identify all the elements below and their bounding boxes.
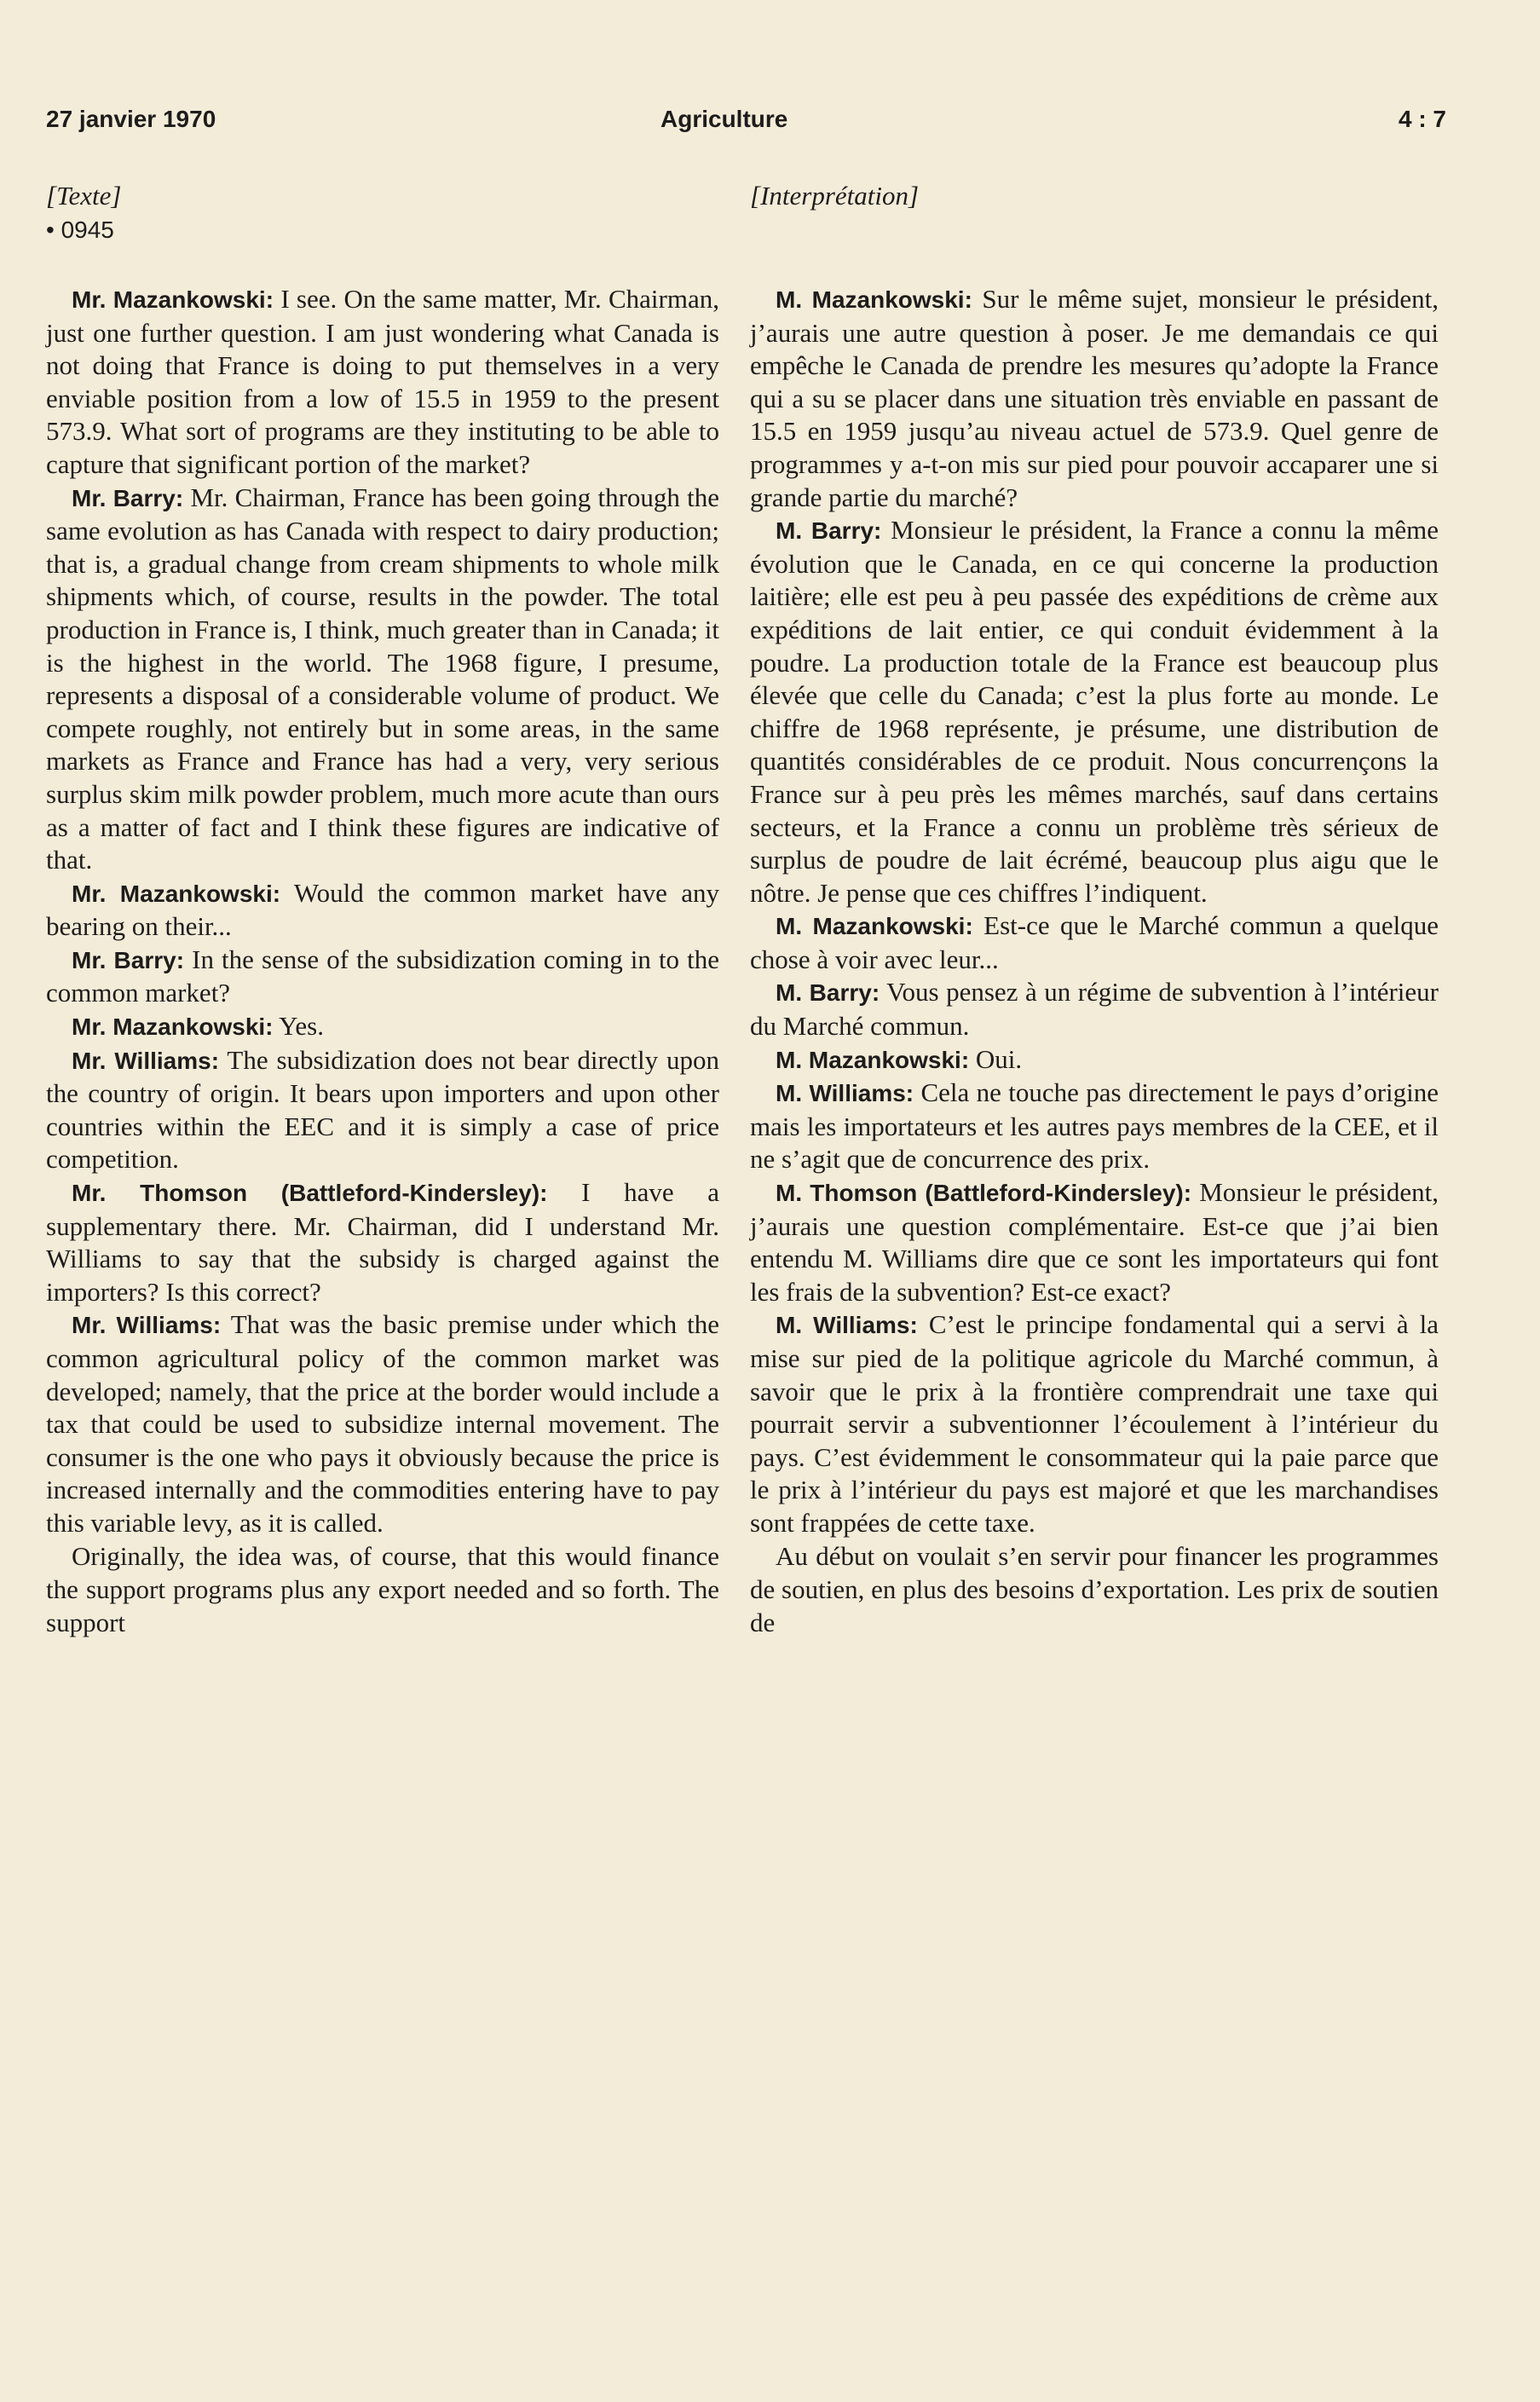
interpretation-tag: [Interprétation] — [750, 181, 920, 211]
paragraph — [46, 944, 719, 1010]
paragraph — [46, 1540, 719, 1640]
paragraph — [750, 1043, 1439, 1077]
paragraph-text: I see. On the same matter, Mr. Chairman, just one further question. I am just wondering what Canada is not doing that France is doing to put themselves in a very enviable position from a low of 15.5 in 1959 to the present 573.9. What sort of programs are they instituting to be able to capture that significant portion of the market? — [46, 284, 719, 479]
paragraph-text: Au début on voulait s’en servir pour financer les programmes de soutien, en plus des besoins d’exportation. Les prix de soutien de — [750, 1540, 1439, 1637]
paragraph-text: Est-ce que le Marché commun a quelque chose à voir avec leur... — [750, 910, 1439, 974]
paragraph-text: Yes. — [279, 1011, 324, 1042]
paragraph-text: Would the common market have any bearing on their... — [46, 877, 719, 942]
paragraph-text: The subsidization does not bear directly upon the country of origin. It bears upon importers and upon other countries within the EEC and it is simply a case of price competition. — [46, 1044, 719, 1175]
paragraph-text: Oui. — [975, 1043, 1023, 1074]
paragraph — [46, 1176, 719, 1308]
speaker-name: Mr. Williams: — [72, 1047, 220, 1074]
paragraph — [750, 976, 1439, 1042]
speaker-name: M. Williams: — [776, 1080, 914, 1107]
speaker-name: M. Barry: — [776, 517, 882, 545]
paragraph-text: Monsieur le président, j’aurais une question complémentaire. Est-ce que j’ai bien entendu M. Williams dire que ce sont les importateurs qui font les frais de la subvention? Est-ce exact? — [750, 1177, 1439, 1307]
speaker-name: Mr. Thomson (Battleford-Kindersley): — [72, 1180, 548, 1207]
paragraph — [750, 1308, 1439, 1539]
speaker-name: M. Barry: — [776, 979, 880, 1007]
paragraph — [46, 1044, 719, 1176]
french-column — [750, 179, 1439, 1639]
speaker-name: M. Mazankowski: — [776, 913, 973, 940]
text-tag: [Texte] — [46, 181, 122, 211]
speaker-name: M. Mazankowski: — [776, 286, 972, 313]
speaker-name: M. Thomson (Battleford-Kindersley): — [776, 1180, 1192, 1207]
paragraph-text: I have a supplementary there. Mr. Chairman, did I understand Mr. Williams to say that the subsidy is charged against the importers? Is this correct? — [46, 1177, 719, 1307]
speaker-name: Mr. Mazankowski: — [72, 1013, 274, 1041]
paragraph-text: Vous pensez à un régime de subvention à l’intérieur du Marché commun. — [750, 977, 1439, 1042]
paragraph-text: Cela ne touche pas directement le pays d’origine mais les importateurs et les autres pays membres de la CEE, et il ne s’agit que de concurrence des prix. — [750, 1077, 1439, 1175]
timestamp: • 0945 — [46, 217, 114, 243]
header-title: Agriculture — [660, 106, 788, 132]
speaker-name: Mr. Mazankowski: — [72, 286, 274, 313]
english-column — [46, 179, 719, 1639]
paragraph — [750, 1077, 1439, 1176]
paragraph — [750, 909, 1439, 976]
paragraph — [750, 283, 1439, 514]
paragraph — [46, 1308, 719, 1539]
paragraph — [46, 877, 719, 944]
paragraph — [46, 1010, 719, 1044]
paragraph-text: Sur le même sujet, monsieur le président, j’aurais une autre question à poser. Je me demandais ce qui empêche le Canada de prendre les mesures qu’adopte la France qui a su se placer dans une situation très enviable en passant de 15.5 en 1959 jusqu’au niveau actuel de 573.9. Quel genre de programmes y a-t-on mis sur pied pour pouvoir accaparer une si grande partie du marché? — [750, 284, 1439, 512]
paragraph — [46, 283, 719, 482]
paragraph-text: Originally, the idea was, of course, that this would finance the support programs plus any export needed and so forth. The support — [46, 1540, 719, 1637]
speaker-name: M. Mazankowski: — [776, 1046, 970, 1073]
paragraph-text: In the sense of the subsidization coming in to the common market? — [46, 944, 720, 1008]
paragraph — [750, 1176, 1439, 1308]
paragraph-text: Mr. Chairman, France has been going through the same evolution as has Canada with respect to dairy production; that is, a gradual change from cream shipments to whole milk shipments which, of course, results in the powder. The total production in France is, I think, much greater than in Canada; it is the highest in the world. The 1968 figure, I presume, represents a disposal of a considerable volume of product. We compete roughly, not entirely but in some areas, in the same markets as France and France has had a very, very serious surplus skim milk powder problem, much more acute than ours as a matter of fact and I think these figures are indicative of that. — [46, 482, 720, 875]
header-date: 27 janvier 1970 — [46, 106, 216, 132]
speaker-name: Mr. Barry: — [72, 946, 185, 973]
speaker-name: Mr. Mazankowski: — [72, 880, 281, 907]
speaker-name: M. Williams: — [776, 1312, 918, 1339]
page-header — [0, 106, 1540, 148]
paragraph-text: That was the basic premise under which the common agricultural policy of the common market was developed; namely, that the price at the border would include a tax that could be used to subsidize internal movement. The consumer is the one who pays it obviously because the price is increased internally and the commodities entering have to pay this variable levy, as it is called. — [46, 1309, 719, 1538]
paragraph — [46, 482, 719, 877]
paragraph — [750, 1540, 1439, 1640]
speaker-name: Mr. Barry: — [72, 484, 184, 511]
paragraph — [750, 514, 1439, 909]
speaker-name: Mr. Williams: — [72, 1312, 222, 1339]
paragraph-text: C’est le principe fondamental qui a servi à la mise sur pied de la politique agricole du Marché commun, à savoir que le prix à la frontière comprendrait une taxe qui pourrait servir a subventionner l’écoulement à l’intérieur du pays. C’est évidemment le consommateur qui la paie parce que le prix à l’intérieur du pays est majoré et que les marchandises sont frappées de cette taxe. — [750, 1309, 1439, 1538]
paragraph-text: Monsieur le président, la France a connu la même évolution que le Canada, en ce qui concerne la production laitière; elle est peu à peu passée des expéditions de crème aux expéditions de lait entier, ce qui conduit évidemment à la poudre. La production totale de la France est beaucoup plus élevée que celle du Canada; c’est la plus forte au monde. Le chiffre de 1968 représente, je présume, une distribution de quantités considérables de ce produit. Nous concurrençons la France sur à peu près les mêmes marchés, sauf dans certains secteurs, et la France a connu un problème très sérieux de surplus de poudre de lait écrémé, beaucoup plus aigu que le nôtre. Je pense que ces chiffres l’indiquent. — [750, 515, 1439, 908]
header-page-number: 4 : 7 — [1398, 106, 1446, 132]
